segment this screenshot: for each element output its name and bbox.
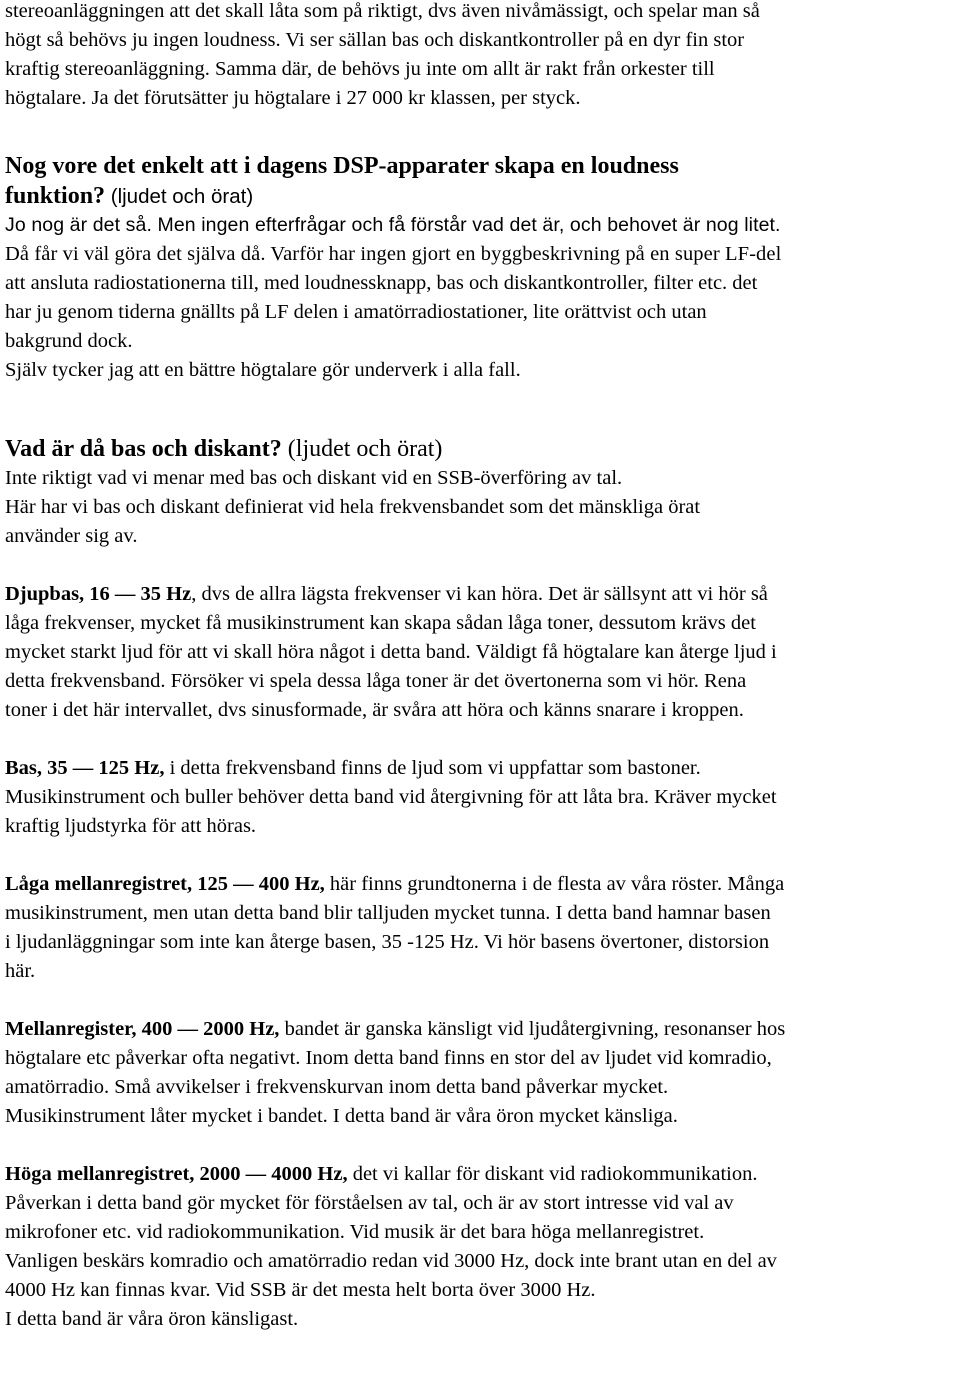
band-line: mycket starkt ljud för att vi skall höra något i detta band. Väldigt få högtalare kan återge ljud i: [5, 641, 777, 663]
band-line: i ljudanläggningar som inte kan återge basen, 35 -125 Hz. Vi hör basens övertoner, distorsion: [5, 931, 770, 953]
band-title: Djupbas, 16 — 35 Hz: [5, 583, 192, 605]
band-text: i detta frekvensband finns de ljud som vi uppfattar som bastoner.: [164, 757, 701, 779]
spacer: [5, 551, 957, 580]
dsp-section: [5, 151, 957, 385]
band-line: detta frekvensband. Försöker vi spela dessa låga toner är det övertonerna som vi hör. Rena: [5, 670, 747, 692]
band-line: Påverkan i detta band gör mycket för förståelsen av tal, och är av stort intresse vid val av: [5, 1192, 734, 1214]
spacer: [5, 113, 957, 151]
spacer: [5, 385, 957, 434]
intro-paragraph: [5, 0, 957, 113]
band-line: Vanligen beskärs komradio och amatörradio redan vid 3000 Hz, dock inte brant utan en del av: [5, 1250, 777, 1272]
dsp-line: Själv tycker jag att en bättre högtalare gör underverk i alla fall.: [5, 359, 521, 381]
band-line: låga frekvenser, mycket få musikinstrument kan skapa sådan låga toner, dessutom krävs det: [5, 612, 756, 634]
band-line: amatörradio. Små avvikelser i frekvenskurvan inom detta band påverkar mycket.: [5, 1076, 669, 1098]
dsp-line: att ansluta radiostationerna till, med loudnessknapp, bas och diskantkontroller, filter etc. det: [5, 272, 758, 294]
spacer: [5, 841, 957, 870]
intro-line: kraftig stereoanläggning. Samma där, de behövs ju inte om allt är rakt från orkester till: [5, 58, 715, 80]
band-line: toner i det här intervallet, dvs sinusformade, är svåra att höra och känns snarare i kroppen.: [5, 699, 744, 721]
band-line: [5, 580, 957, 609]
bass-line: använder sig av.: [5, 525, 138, 547]
band-line: [5, 870, 957, 899]
band-line: mikrofoner etc. vid radiokommunikation. Vid musik är det bara höga mellanregistret.: [5, 1221, 705, 1243]
band-deep-bass: [5, 580, 957, 725]
dsp-paragraph: [5, 211, 957, 240]
band-line: musikinstrument, men utan detta band blir talljuden mycket tunna. I detta band hamnar basen: [5, 902, 771, 924]
band-line: [5, 1160, 957, 1189]
bass-heading-bold: Vad är då bas och diskant?: [5, 436, 282, 462]
band-line: 4000 Hz kan finnas kvar. Vid SSB är det mesta helt borta över 3000 Hz.: [5, 1279, 596, 1301]
band-low-mid: [5, 870, 957, 986]
document-page: [5, 0, 957, 1334]
dsp-line: Då får vi väl göra det själva då. Varför har ingen gjort en byggbeskrivning på en super LF-del: [5, 243, 782, 265]
band-line: I detta band är våra öron känsligast.: [5, 1308, 299, 1330]
band-bass: [5, 754, 957, 841]
band-title: Höga mellanregistret, 2000 — 4000 Hz,: [5, 1163, 348, 1185]
band-line: kraftig ljudstyrka för att höras.: [5, 815, 257, 837]
band-text: här finns grundtonerna i de flesta av våra röster. Många: [324, 873, 785, 895]
bass-heading: [5, 434, 957, 464]
band-line: [5, 754, 957, 783]
dsp-line: bakgrund dock.: [5, 330, 133, 352]
dsp-heading-line1: Nog vore det enkelt att i dagens DSP-apparater skapa en loudness: [5, 153, 679, 179]
band-line: Musikinstrument låter mycket i bandet. I detta band är våra öron mycket känsliga.: [5, 1105, 678, 1127]
band-text: det vi kallar för diskant vid radiokommunikation.: [347, 1163, 758, 1185]
bass-line: Inte riktigt vad vi menar med bas och diskant vid en SSB-överföring av tal.: [5, 467, 623, 489]
spacer: [5, 1131, 957, 1160]
band-text: bandet är ganska känsligt vid ljudåtergivning, resonanser hos: [279, 1018, 786, 1040]
dsp-line: Jo nog är det så. Men ingen efterfrågar och få förstår vad det är, och behovet är nog litet.: [5, 214, 781, 236]
bass-heading-normal: (ljudet och örat): [281, 436, 443, 462]
band-line: Musikinstrument och buller behöver detta band vid återgivning för att låta bra. Kräver mycket: [5, 786, 777, 808]
band-title: Låga mellanregistret, 125 — 400 Hz,: [5, 873, 325, 895]
intro-line: högtalare. Ja det förutsätter ju högtalare i 27 000 kr klassen, per styck.: [5, 87, 581, 109]
band-title: Mellanregister, 400 — 2000 Hz,: [5, 1018, 280, 1040]
band-mid: [5, 1015, 957, 1131]
band-line: högtalare etc påverkar ofta negativt. Inom detta band finns en stor del av ljudet vid komradio,: [5, 1047, 772, 1069]
band-line: här.: [5, 960, 36, 982]
dsp-heading-normal: (ljudet och örat): [105, 185, 254, 208]
bass-line: Här har vi bas och diskant definierat vid hela frekvensbandet som det mänskliga örat: [5, 496, 701, 518]
bass-section: [5, 434, 957, 551]
intro-line: högt så behövs ju ingen loudness. Vi ser sällan bas och diskantkontroller på en dyr fin stor: [5, 29, 745, 51]
intro-line: stereoanläggningen att det skall låta som på riktigt, dvs även nivåmässigt, och spelar man så: [5, 0, 760, 22]
band-high-mid: [5, 1160, 957, 1334]
band-line: [5, 1015, 957, 1044]
spacer: [5, 986, 957, 1015]
dsp-line: har ju genom tiderna gnällts på LF delen i amatörradiostationer, lite orättvist och utan: [5, 301, 707, 323]
dsp-heading-bold: funktion?: [5, 183, 106, 209]
dsp-heading-line2: [5, 181, 957, 212]
band-text: , dvs de allra lägsta frekvenser vi kan höra. Det är sällsynt att vi hör så: [191, 583, 768, 605]
band-title: Bas, 35 — 125 Hz,: [5, 757, 165, 779]
spacer: [5, 725, 957, 754]
